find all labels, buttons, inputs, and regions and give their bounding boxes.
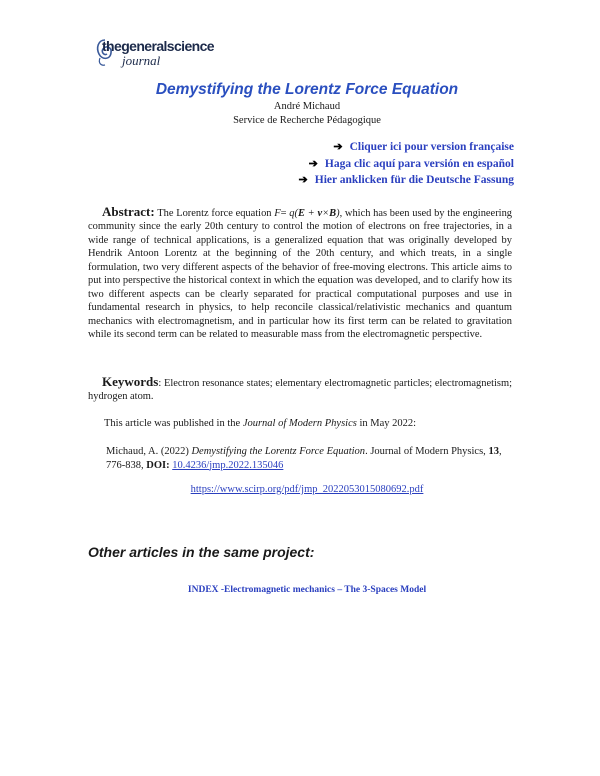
link-label: Haga clic aquí para versión en español bbox=[324, 157, 514, 170]
link-label: Hier anklicken für die Deutsche Fassung bbox=[314, 174, 514, 186]
scirp-pdf-link[interactable]: https://www.scirp.org/pdf/jmp_2022053015080692.pdf bbox=[190, 484, 424, 495]
arrow-right-icon: ➔ bbox=[298, 174, 308, 186]
keywords-paragraph bbox=[88, 375, 512, 404]
publication-note: This article was published in the Journal of Modern Physics in May 2022: bbox=[104, 418, 417, 429]
citation-title: Demystifying the Lorentz Force Equation bbox=[191, 446, 366, 457]
language-links bbox=[299, 140, 514, 190]
abstract-heading: Abstract: bbox=[102, 204, 155, 219]
abstract-paragraph bbox=[88, 205, 512, 342]
doi-link[interactable]: 10.4236/jmp.2022.135046 bbox=[172, 459, 284, 471]
citation-volume: 13 bbox=[488, 446, 499, 457]
scirp-link-row bbox=[0, 484, 600, 495]
index-link[interactable]: INDEX -Electromagnetic mechanics – The 3-Spaces Model bbox=[187, 585, 427, 595]
arrow-right-icon: ➔ bbox=[308, 157, 318, 170]
abstract-pre-equation: The Lorentz force equation bbox=[154, 208, 275, 219]
logo-text-secondary: journal bbox=[122, 53, 161, 68]
article-title: Demystifying the Lorentz Force Equation bbox=[155, 81, 459, 98]
other-articles-heading: Other articles in the same project: bbox=[88, 544, 315, 560]
journal-name: Journal of Modern Physics bbox=[242, 418, 357, 429]
arrow-right-icon: ➔ bbox=[333, 141, 343, 153]
link-label: Cliquer ici pour version française bbox=[349, 141, 514, 153]
citation-reference: Michaud, A. (2022) Demystifying the Lorentz Force Equation. Journal of Modern Physics, 13, 776-838, DOI: 10.4236/jmp.2022.135046 bbox=[106, 446, 502, 471]
keywords-body: : Electron resonance states; elementary electromagnetic particles; electromagnetism; hydrogen atom. bbox=[88, 378, 512, 403]
doi-label: DOI: bbox=[146, 459, 170, 471]
link-french-version[interactable] bbox=[299, 140, 514, 157]
link-spanish-version[interactable] bbox=[299, 157, 514, 174]
keywords-heading: Keywords bbox=[102, 374, 159, 389]
link-german-version[interactable] bbox=[299, 173, 514, 190]
author-name: André Michaud bbox=[273, 101, 341, 112]
abstract-body: , which has been used by the engineering community since the early 20th century to control the motion of electrons on free trajectories, in a wide range of technical applications, is a generalized equation that was originally developed by Hendrik Antoon Lorentz at the beginning of the 20th century, and which treats, in a single formulation, two very different aspects of the behavior of free-moving electrons. This article aims to put into perspective the historical context in which the equation was developed, and to clarify how its two different aspects can be clearly separated for practical computational purposes and use in fundamental research in physics, to help reconcile classical/relativistic mechanics and quantum mechanics with electromagnetism, and in particular how its first term can be related to gravitation while its second term can be related to measurable mass from the electromagnetic perspective. bbox=[88, 208, 513, 341]
logo-text-primary: thegeneralscience bbox=[102, 38, 214, 54]
journal-logo bbox=[94, 36, 234, 68]
author-institution: Service de Recherche Pédagogique bbox=[233, 115, 381, 126]
lorentz-equation: F= q(E + v×B) bbox=[274, 208, 340, 219]
